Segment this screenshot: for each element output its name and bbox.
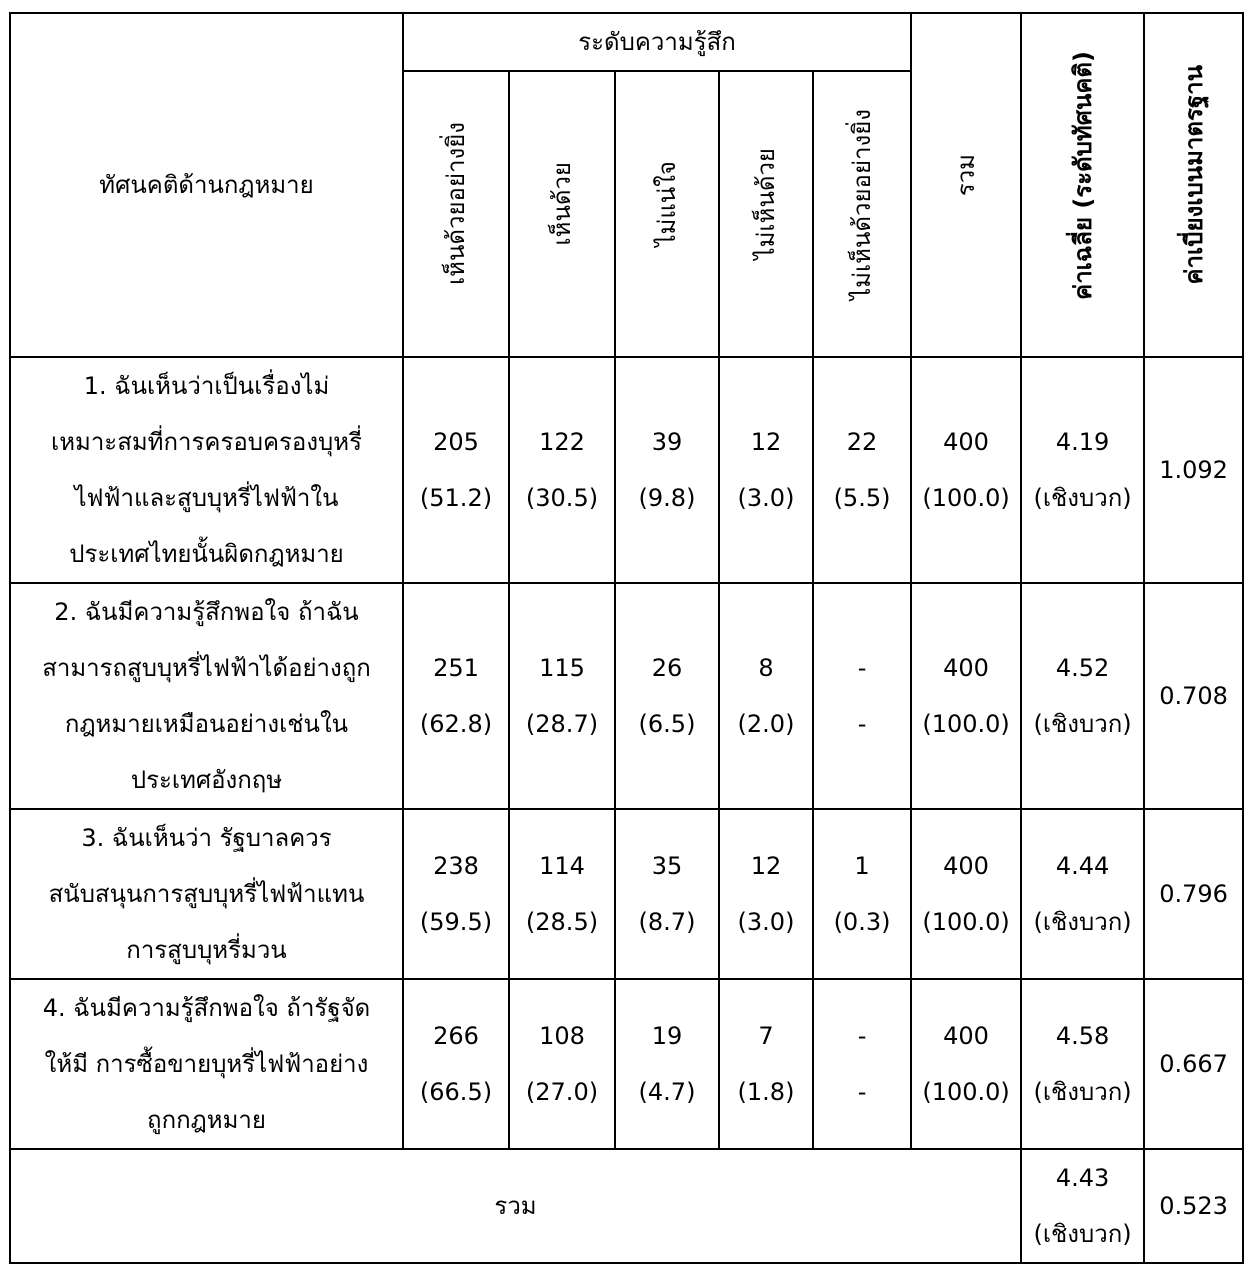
statement-line: การสูบบุหรี่มวน <box>126 936 287 964</box>
percent-value: (28.5) <box>525 908 599 936</box>
count-cell <box>615 583 719 809</box>
statement-cell <box>10 979 403 1149</box>
sd-cell <box>1144 357 1243 583</box>
count-value: - <box>857 1022 867 1050</box>
total-cell <box>911 809 1021 979</box>
page-content <box>9 12 1244 1264</box>
feeling-level-header <box>403 13 911 71</box>
count-cell <box>615 809 719 979</box>
mean-value: 4.19 <box>1055 428 1110 456</box>
statement-line: ประเทศไทยนั้นผิดกฎหมาย <box>69 540 344 568</box>
percent-value: (9.8) <box>638 484 696 512</box>
mean-value: 4.52 <box>1055 654 1110 682</box>
statement-line: กฎหมายเหมือนอย่างเช่นใน <box>64 710 349 738</box>
mean-column-header <box>1021 13 1144 357</box>
count-value: 8 <box>758 654 774 682</box>
level-header <box>615 71 719 357</box>
percent-value: (4.7) <box>638 1078 696 1106</box>
count-value: 122 <box>539 428 585 456</box>
percent-value: (6.5) <box>638 710 696 738</box>
mean-value: 4.44 <box>1055 852 1110 880</box>
statement-line: เหมาะสมที่การครอบครองบุหรี่ <box>50 428 362 456</box>
attitude-level: (เชิงบวก) <box>1033 908 1132 936</box>
percent-value: (27.0) <box>525 1078 599 1106</box>
attitude-level: (เชิงบวก) <box>1033 1078 1132 1106</box>
percent-value: (2.0) <box>737 710 795 738</box>
total-cell <box>911 357 1021 583</box>
count-cell <box>509 583 615 809</box>
total-sd-cell <box>1144 1149 1243 1263</box>
mean-cell <box>1021 583 1144 809</box>
count-cell <box>403 583 509 809</box>
count-cell <box>813 583 911 809</box>
sd-column-header-text: ค่าเบี่ยงเบนมาตรฐาน <box>1179 65 1208 285</box>
count-value: 115 <box>539 654 585 682</box>
count-value: 19 <box>651 1022 683 1050</box>
percent-value: (3.0) <box>737 484 795 512</box>
percent-value: (66.5) <box>419 1078 493 1106</box>
percent-value: (51.2) <box>419 484 493 512</box>
count-value: 266 <box>433 1022 479 1050</box>
count-cell <box>719 809 813 979</box>
count-cell <box>509 809 615 979</box>
percent-value: (3.0) <box>737 908 795 936</box>
count-value: 1 <box>854 852 870 880</box>
count-cell <box>509 357 615 583</box>
level-header <box>509 71 615 357</box>
total-row-label-text: รวม <box>494 1192 537 1220</box>
count-cell <box>719 979 813 1149</box>
table-row <box>10 357 1243 583</box>
mean-cell <box>1021 357 1144 583</box>
count-value: 114 <box>539 852 585 880</box>
percent-value: - <box>857 710 867 738</box>
total-count-value: 400 <box>943 1022 989 1050</box>
count-value: 238 <box>433 852 479 880</box>
statement-cell <box>10 809 403 979</box>
count-value: 205 <box>433 428 479 456</box>
mean-value: 4.58 <box>1055 1022 1110 1050</box>
count-cell <box>719 357 813 583</box>
table-body <box>10 357 1243 1263</box>
statement-line: ถูกกฎหมาย <box>147 1106 266 1134</box>
mean-cell <box>1021 809 1144 979</box>
mean-column-header-text: ค่าเฉลี่ย (ระดับทัศนคติ) <box>1068 50 1097 300</box>
attitude-level: (เชิงบวก) <box>1033 710 1132 738</box>
count-value: 12 <box>750 852 782 880</box>
count-value: 251 <box>433 654 479 682</box>
count-value: 12 <box>750 428 782 456</box>
count-value: 35 <box>651 852 683 880</box>
total-sd-value: 0.523 <box>1159 1192 1228 1220</box>
count-value: 22 <box>846 428 878 456</box>
total-row <box>10 1149 1243 1263</box>
count-value: 26 <box>651 654 683 682</box>
total-mean-value: 4.43 <box>1055 1164 1110 1192</box>
statement-line: สนับสนุนการสูบบุหรี่ไฟฟ้าแทน <box>48 880 365 908</box>
count-cell <box>813 979 911 1149</box>
feeling-level-header-text: ระดับความรู้สึก <box>578 28 736 56</box>
topic-header <box>10 13 403 357</box>
topic-header-text: ทัศนคติด้านกฎหมาย <box>99 171 314 199</box>
total-count-value: 400 <box>943 852 989 880</box>
level-header <box>719 71 813 357</box>
count-cell <box>615 357 719 583</box>
table-row <box>10 809 1243 979</box>
mean-cell <box>1021 979 1144 1149</box>
level-header-text: ไม่เห็นด้วย <box>752 148 780 260</box>
sd-value: 1.092 <box>1159 456 1228 484</box>
count-value: 39 <box>651 428 683 456</box>
count-cell <box>403 357 509 583</box>
sd-value: 0.796 <box>1159 880 1228 908</box>
total-column-header <box>911 13 1021 357</box>
level-header-text: ไม่แน่ใจ <box>653 161 681 247</box>
level-header <box>403 71 509 357</box>
sd-value: 0.667 <box>1159 1050 1228 1078</box>
percent-value: (5.5) <box>833 484 891 512</box>
table-row <box>10 583 1243 809</box>
statement-line: 3. ฉันเห็นว่า รัฐบาลควร <box>81 824 332 852</box>
sd-cell <box>1144 809 1243 979</box>
percent-value: (30.5) <box>525 484 599 512</box>
total-cell <box>911 583 1021 809</box>
count-cell <box>615 979 719 1149</box>
level-header-text: เห็นด้วย <box>548 162 576 246</box>
percent-value: (28.7) <box>525 710 599 738</box>
percent-value: (8.7) <box>638 908 696 936</box>
statement-line: ประเทศอังกฤษ <box>130 766 283 794</box>
sd-cell <box>1144 583 1243 809</box>
percent-value: (62.8) <box>419 710 493 738</box>
total-count-value: 400 <box>943 428 989 456</box>
level-header-text: เห็นด้วยอย่างยิ่ง <box>442 122 470 286</box>
count-value: 7 <box>758 1022 774 1050</box>
count-cell <box>403 979 509 1149</box>
statement-line: 2. ฉันมีความรู้สึกพอใจ ถ้าฉัน <box>54 598 359 626</box>
count-cell <box>403 809 509 979</box>
percent-value: (59.5) <box>419 908 493 936</box>
total-percent-value: (100.0) <box>922 484 1010 512</box>
total-percent-value: (100.0) <box>922 1078 1010 1106</box>
total-mean-cell <box>1021 1149 1144 1263</box>
total-column-header-text: รวม <box>952 153 981 197</box>
count-cell <box>719 583 813 809</box>
total-percent-value: (100.0) <box>922 710 1010 738</box>
total-count-value: 400 <box>943 654 989 682</box>
table-row <box>10 979 1243 1149</box>
sd-column-header <box>1144 13 1243 357</box>
statement-line: 1. ฉันเห็นว่าเป็นเรื่องไม่ <box>83 372 330 400</box>
total-mean-level: (เชิงบวก) <box>1033 1220 1132 1248</box>
total-percent-value: (100.0) <box>922 908 1010 936</box>
attitude-table <box>9 12 1244 1264</box>
statement-line: ไฟฟ้าและสูบบุหรี่ไฟฟ้าใน <box>74 484 339 512</box>
sd-value: 0.708 <box>1159 682 1228 710</box>
percent-value: - <box>857 1078 867 1106</box>
count-value: - <box>857 654 867 682</box>
percent-value: (1.8) <box>737 1078 795 1106</box>
attitude-level: (เชิงบวก) <box>1033 484 1132 512</box>
total-row-label <box>10 1149 1021 1263</box>
count-cell <box>813 357 911 583</box>
sd-cell <box>1144 979 1243 1149</box>
count-cell <box>509 979 615 1149</box>
statement-line: 4. ฉันมีความรู้สึกพอใจ ถ้ารัฐจัด <box>42 994 371 1022</box>
statement-line: สามารถสูบบุหรี่ไฟฟ้าได้อย่างถูก <box>42 654 371 682</box>
statement-line: ให้มี การซื้อขายบุหรี่ไฟฟ้าอย่าง <box>44 1050 369 1078</box>
level-header-text: ไม่เห็นด้วยอย่างยิ่ง <box>848 108 877 300</box>
count-cell <box>813 809 911 979</box>
count-value: 108 <box>539 1022 585 1050</box>
level-header <box>813 71 911 357</box>
total-cell <box>911 979 1021 1149</box>
statement-cell <box>10 583 403 809</box>
statement-cell <box>10 357 403 583</box>
percent-value: (0.3) <box>833 908 891 936</box>
